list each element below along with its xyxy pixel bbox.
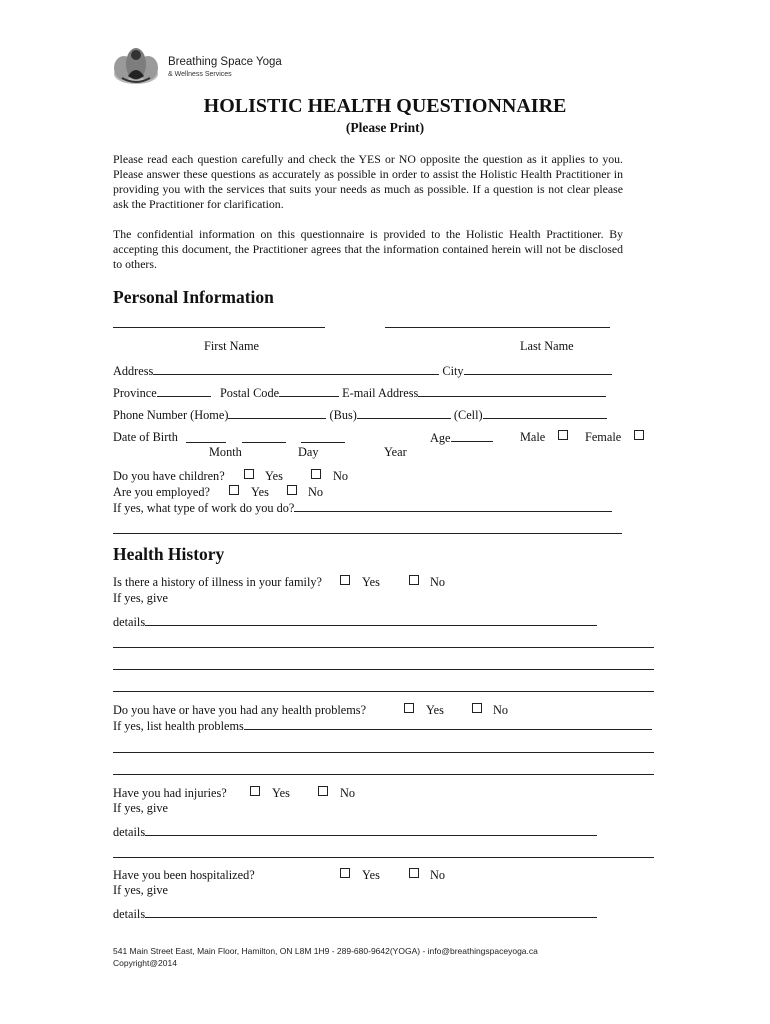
address-label: Address <box>113 364 154 378</box>
injuries-details-field[interactable] <box>145 824 597 836</box>
dob-month-field[interactable] <box>186 442 226 443</box>
logo-tagline: & Wellness Services <box>168 71 232 78</box>
city-field[interactable] <box>464 363 612 375</box>
health-problems-yes-checkbox[interactable] <box>404 703 414 713</box>
page-title: HOLISTIC HEALTH QUESTIONNAIRE <box>203 95 567 117</box>
dob-year-field[interactable] <box>301 442 345 443</box>
children-question: Do you have children? <box>113 469 225 483</box>
age-label: Age <box>430 431 451 445</box>
phone-home-label: Phone Number (Home) <box>113 408 229 422</box>
family-history-no-checkbox[interactable] <box>409 575 419 585</box>
family-details-line-2[interactable] <box>113 647 654 648</box>
dob-day-field[interactable] <box>242 442 286 443</box>
yoga-lotus-icon <box>112 44 160 90</box>
injuries-details-line-2[interactable] <box>113 857 654 858</box>
footer-copyright: Copyright@2014 <box>113 958 177 968</box>
hospitalized-no-checkbox[interactable] <box>409 868 419 878</box>
family-history-yes-label: Yes <box>362 575 380 589</box>
family-history-no-label: No <box>430 575 446 589</box>
family-details-line-3[interactable] <box>113 669 654 670</box>
injuries-if-yes: If yes, give <box>113 801 168 815</box>
injuries-details-label: details <box>113 825 146 839</box>
injuries-no-checkbox[interactable] <box>318 786 328 796</box>
phone-home-field[interactable] <box>228 407 326 419</box>
phone-cell-label: (Cell) <box>453 408 483 422</box>
footer-address: 541 Main Street East, Main Floor, Hamilton, ON L8M 1H9 - 289-680-9642(YOGA) - info@breathingspaceyoga.ca <box>113 946 538 956</box>
dob-year-label: Year <box>384 445 407 459</box>
employed-question: Are you employed? <box>113 485 210 499</box>
postal-code-field[interactable] <box>279 385 339 397</box>
province-row <box>113 385 606 401</box>
health-problems-line-2[interactable] <box>113 752 654 753</box>
address-row <box>113 363 612 379</box>
family-details-label: details <box>113 615 146 629</box>
phone-bus-field[interactable] <box>357 407 451 419</box>
health-problems-yes-label: Yes <box>426 703 444 717</box>
hospitalized-no-label: No <box>430 868 446 882</box>
work-field[interactable] <box>294 500 612 512</box>
email-label: E-mail Address <box>342 386 419 400</box>
logo <box>112 44 160 90</box>
dob-day-label: Day <box>298 445 319 459</box>
email-field[interactable] <box>418 385 606 397</box>
employed-yes-checkbox[interactable] <box>229 485 239 495</box>
family-history-if-yes: If yes, give <box>113 591 168 605</box>
city-label: City <box>442 364 464 378</box>
intro-paragraph-1: Please read each question carefully and check the YES or NO opposite the question as it applies to you. Please answer these questions as accurately as possible in order to assist the Holistic Health Practitioner in providing you with the services that suits your needs as much as possible. If a question is not clear please ask the Practitioner for clarification. <box>113 152 623 211</box>
injuries-no-label: No <box>340 786 356 800</box>
hospitalized-if-yes: If yes, give <box>113 883 168 897</box>
male-label: Male <box>520 430 546 444</box>
intro-paragraph-2: The confidential information on this questionnaire is provided to the Holistic Health Practitioner. By accepting this document, the Practitioner agrees that the information contained herein will not be disclosed to others. <box>113 227 623 271</box>
first-name-label: First Name <box>204 339 259 353</box>
employed-no-label: No <box>308 485 324 499</box>
male-checkbox[interactable] <box>558 430 568 440</box>
children-no-checkbox[interactable] <box>311 469 321 479</box>
injuries-question: Have you had injuries? <box>113 786 227 800</box>
age-row <box>430 430 493 446</box>
phone-row <box>113 407 607 423</box>
work-row <box>113 500 612 516</box>
health-problems-no-checkbox[interactable] <box>472 703 482 713</box>
injuries-yes-checkbox[interactable] <box>250 786 260 796</box>
injuries-yes-label: Yes <box>272 786 290 800</box>
family-details-field[interactable] <box>145 614 597 626</box>
address-field[interactable] <box>153 363 439 375</box>
injuries-details-row <box>113 824 597 840</box>
health-problems-no-label: No <box>493 703 509 717</box>
hospitalized-question: Have you been hospitalized? <box>113 868 255 882</box>
female-checkbox[interactable] <box>634 430 644 440</box>
postal-code-label: Postal Code <box>219 386 280 400</box>
page-subtitle: (Please Print) <box>345 120 425 135</box>
health-problems-field[interactable] <box>244 718 652 730</box>
section-personal-heading: Personal Information <box>113 287 274 307</box>
health-problems-list-row <box>113 718 652 734</box>
hospitalized-yes-label: Yes <box>362 868 380 882</box>
health-problems-line-3[interactable] <box>113 774 654 775</box>
female-label: Female <box>585 430 622 444</box>
family-history-question: Is there a history of illness in your family? <box>113 575 322 589</box>
employed-yes-label: Yes <box>251 485 269 499</box>
phone-bus-label: (Bus) <box>329 408 357 422</box>
logo-name: Breathing Space Yoga <box>168 56 282 68</box>
dob-label: Date of Birth <box>113 430 178 444</box>
province-label: Province <box>113 386 157 400</box>
hospitalized-details-field[interactable] <box>145 906 597 918</box>
province-field[interactable] <box>157 385 211 397</box>
dob-month-label: Month <box>209 445 242 459</box>
family-details-row <box>113 614 597 630</box>
first-name-field[interactable] <box>113 327 325 328</box>
hospitalized-details-label: details <box>113 907 146 921</box>
family-details-line-4[interactable] <box>113 691 654 692</box>
work-question: If yes, what type of work do you do? <box>113 501 295 515</box>
work-field-continued[interactable] <box>113 533 622 534</box>
age-field[interactable] <box>451 430 493 442</box>
last-name-field[interactable] <box>385 327 610 328</box>
children-no-label: No <box>333 469 349 483</box>
section-health-heading: Health History <box>113 544 225 564</box>
children-yes-label: Yes <box>265 469 283 483</box>
phone-cell-field[interactable] <box>483 407 607 419</box>
children-yes-checkbox[interactable] <box>244 469 254 479</box>
family-history-yes-checkbox[interactable] <box>340 575 350 585</box>
employed-no-checkbox[interactable] <box>287 485 297 495</box>
health-problems-list-label: If yes, list health problems <box>113 719 244 733</box>
hospitalized-yes-checkbox[interactable] <box>340 868 350 878</box>
health-problems-question: Do you have or have you had any health problems? <box>113 703 367 717</box>
hospitalized-details-row <box>113 906 597 922</box>
last-name-label: Last Name <box>520 339 574 353</box>
